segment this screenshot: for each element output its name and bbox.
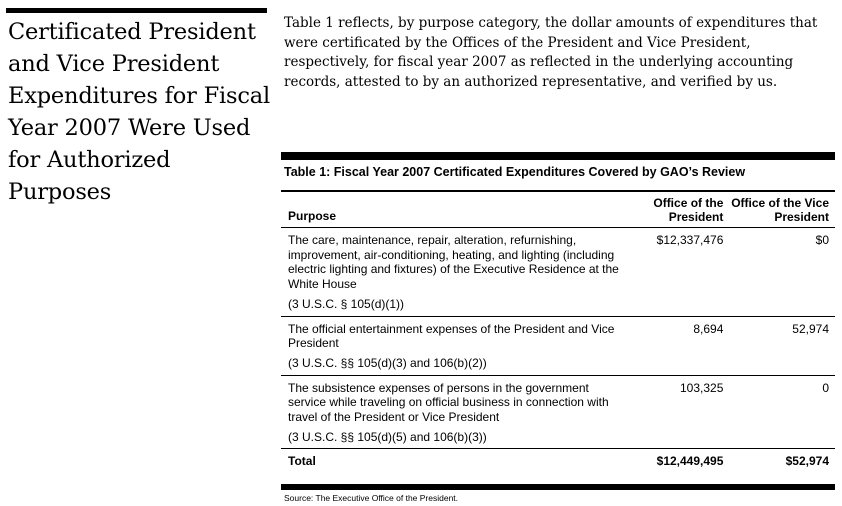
- heading-rule: [6, 8, 267, 13]
- table-row: [281, 228, 835, 317]
- purpose-citation: (3 U.S.C. §§ 105(d)(5) and 106(b)(3)): [288, 429, 487, 444]
- total-row: [281, 449, 835, 472]
- purpose-text: The care, maintenance, repair, alteration, refurnishing, improvement, air-conditioning, heating, and lighting (including electric lighting and fixtures) of the Executive Residence at the White House: [288, 233, 619, 292]
- total-label: Total: [288, 454, 316, 469]
- table-header-row: [281, 192, 835, 228]
- total-vice-president: $52,974: [785, 454, 829, 469]
- purpose-cell: [281, 375, 632, 449]
- table-bottom-rule: [281, 484, 835, 490]
- total-president: $12,449,495: [656, 454, 724, 469]
- president-amount: 8,694: [632, 316, 727, 375]
- purpose-citation: (3 U.S.C. § 105(d)(1)): [288, 296, 405, 311]
- header-office-president: Office of the President: [632, 192, 727, 228]
- expenditures-table: [281, 192, 835, 472]
- table-source-note: Source: The Executive Office of the President.: [284, 493, 459, 503]
- intro-paragraph: Table 1 reflects, by purpose category, the dollar amounts of expenditures that were certificated by the Offices of the President and Vice President, respectively, for fiscal year 2007 as reflected in the underlying accounting records, attested to by an authorized representative, and verified by us.: [284, 15, 818, 90]
- header-purpose: Purpose: [281, 192, 632, 228]
- president-amount: 103,325: [632, 375, 727, 449]
- vice-president-amount: $0: [727, 228, 835, 317]
- purpose-cell: [281, 316, 632, 375]
- table-top-rule: [281, 152, 835, 160]
- purpose-cell: [281, 228, 632, 317]
- vice-president-amount: 0: [727, 375, 835, 449]
- header-office-vice-president: Office of the Vice President: [727, 192, 835, 228]
- purpose-citation: (3 U.S.C. §§ 105(d)(3) and 106(b)(2)): [288, 355, 487, 370]
- section-heading: Certificated President and Vice President Expenditures for Fiscal Year 2007 Were Used for Authorized Purposes: [8, 19, 270, 205]
- vice-president-amount: 52,974: [727, 316, 835, 375]
- president-amount: $12,337,476: [632, 228, 727, 317]
- purpose-text: The official entertainment expenses of the President and Vice President: [288, 321, 615, 351]
- table-row: [281, 375, 835, 449]
- table-title: Table 1: Fiscal Year 2007 Certificated Expenditures Covered by GAO’s Review: [284, 165, 746, 179]
- purpose-text: The subsistence expenses of persons in the government service while traveling on official business in connection with travel of the President or Vice President: [288, 380, 609, 425]
- table-row: [281, 316, 835, 375]
